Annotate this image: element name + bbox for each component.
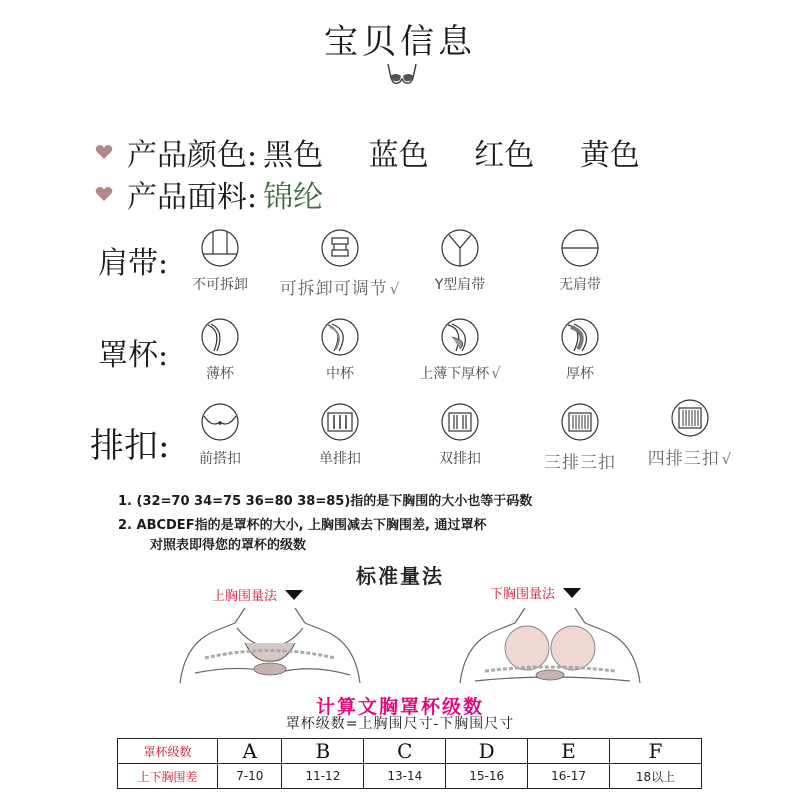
- check-mark: √: [389, 280, 401, 298]
- table-cell: C: [364, 739, 446, 764]
- hook-option-label: 单排扣: [319, 451, 361, 467]
- size-note-1: 1. (32=70 34=75 36=80 38=85)指的是下胸围的大小也等于码数: [118, 494, 533, 509]
- cup-option-label: 上薄下厚杯 √: [419, 364, 501, 382]
- thick-cup-icon: [560, 317, 600, 357]
- hook-option-single[interactable]: [275, 402, 405, 468]
- table-row-header: 罩杯级数: [118, 739, 218, 764]
- cup-option-graded[interactable]: [395, 317, 525, 383]
- fabric-value: 锦纶: [263, 180, 324, 215]
- hook-section-label: 排扣:: [90, 426, 170, 466]
- strap-option-label: 可拆卸可调节 √: [279, 279, 401, 299]
- strap-option-label: 不可拆卸: [192, 277, 248, 293]
- table-cell: 11-12: [282, 764, 364, 789]
- table-cell: D: [446, 739, 528, 764]
- calc-formula: 罩杯级数=上胸围尺寸-下胸围尺寸: [285, 716, 515, 732]
- cup-option-label: 中杯: [326, 366, 354, 382]
- strap-option-label: Y型肩带: [434, 277, 486, 293]
- strap-section-label: 肩带:: [98, 246, 169, 281]
- cup-option-thick[interactable]: [515, 317, 645, 383]
- color-values: [263, 130, 676, 174]
- fabric-row: [95, 172, 323, 216]
- check-mark: √: [491, 364, 501, 382]
- table-row: [118, 739, 702, 764]
- color-black: 黑色: [263, 138, 324, 173]
- table-cell: 16-17: [528, 764, 610, 789]
- hook-option-front[interactable]: [155, 402, 285, 468]
- hook-option-label: 三排三扣: [544, 453, 616, 473]
- color-yellow: 黄色: [579, 138, 640, 173]
- upper-bust-measure-illustration: [175, 603, 365, 688]
- cup-size-table: [117, 738, 702, 789]
- medium-cup-icon: [320, 317, 360, 357]
- table-cell: 15-16: [446, 764, 528, 789]
- three-row-hook-icon: [560, 402, 600, 442]
- strapless-icon: [560, 228, 600, 268]
- hook-option-label: 前搭扣: [199, 451, 241, 467]
- page-title: 宝贝信息: [324, 22, 476, 62]
- hook-option-four-row[interactable]: [625, 398, 755, 469]
- hook-option-label: 双排扣: [439, 451, 481, 467]
- detachable-strap-icon: [320, 228, 360, 268]
- strap-option-strapless[interactable]: [515, 228, 645, 294]
- thin-cup-icon: [200, 317, 240, 357]
- upper-bust-label-group: [212, 585, 303, 604]
- fabric-label: 产品面料:: [127, 180, 258, 215]
- upper-bust-label: 上胸围量法: [212, 589, 278, 604]
- bra-icon: [385, 62, 419, 92]
- y-strap-icon: [440, 228, 480, 268]
- strap-option-label: 无肩带: [559, 277, 601, 293]
- cup-option-label: 薄杯: [206, 366, 234, 382]
- cup-option-label: 厚杯: [566, 366, 594, 382]
- heart-icon: [95, 144, 113, 160]
- color-label: 产品颜色:: [127, 138, 258, 173]
- table-cell: E: [528, 739, 610, 764]
- lower-bust-measure-illustration: [455, 603, 645, 688]
- table-cell: 13-14: [364, 764, 446, 789]
- size-note-2: 2. ABCDEF指的是罩杯的大小, 上胸围减去下胸围差, 通过罩杯: [118, 518, 487, 533]
- strap-option-detachable[interactable]: [275, 228, 405, 299]
- lower-bust-label: 下胸围量法: [490, 587, 556, 602]
- table-cell: B: [282, 739, 364, 764]
- hook-option-label: 四排三扣 √: [647, 449, 733, 469]
- measure-title: 标准量法: [356, 564, 444, 588]
- cup-section-label: 罩杯:: [98, 338, 169, 373]
- strap-option-fixed[interactable]: [155, 228, 285, 294]
- table-row-header: 上下胸围差: [118, 764, 218, 789]
- hook-option-double[interactable]: [395, 402, 525, 468]
- triangle-down-icon: [285, 590, 303, 600]
- check-mark: √: [721, 450, 733, 468]
- cup-option-thin[interactable]: [155, 317, 285, 383]
- table-cell: 7-10: [218, 764, 282, 789]
- color-row: [95, 130, 676, 174]
- graded-cup-icon: [440, 317, 480, 357]
- lower-bust-label-group: [490, 583, 581, 602]
- size-note-3: 对照表即得您的罩杯的级数: [150, 538, 307, 553]
- strap-option-y[interactable]: [395, 228, 525, 294]
- table-cell: F: [610, 739, 702, 764]
- table-row: [118, 764, 702, 789]
- triangle-down-icon: [563, 588, 581, 598]
- fixed-strap-icon: [200, 228, 240, 268]
- calc-title: 计算文胸罩杯级数: [315, 696, 484, 718]
- cup-option-medium[interactable]: [275, 317, 405, 383]
- four-row-hook-icon: [670, 398, 710, 438]
- color-blue: 蓝色: [368, 138, 429, 173]
- double-row-hook-icon: [440, 402, 480, 442]
- single-row-hook-icon: [320, 402, 360, 442]
- color-red: 红色: [474, 138, 535, 173]
- table-cell: 18以上: [610, 764, 702, 789]
- table-cell: A: [218, 739, 282, 764]
- heart-icon: [95, 186, 113, 202]
- front-clasp-icon: [200, 402, 240, 442]
